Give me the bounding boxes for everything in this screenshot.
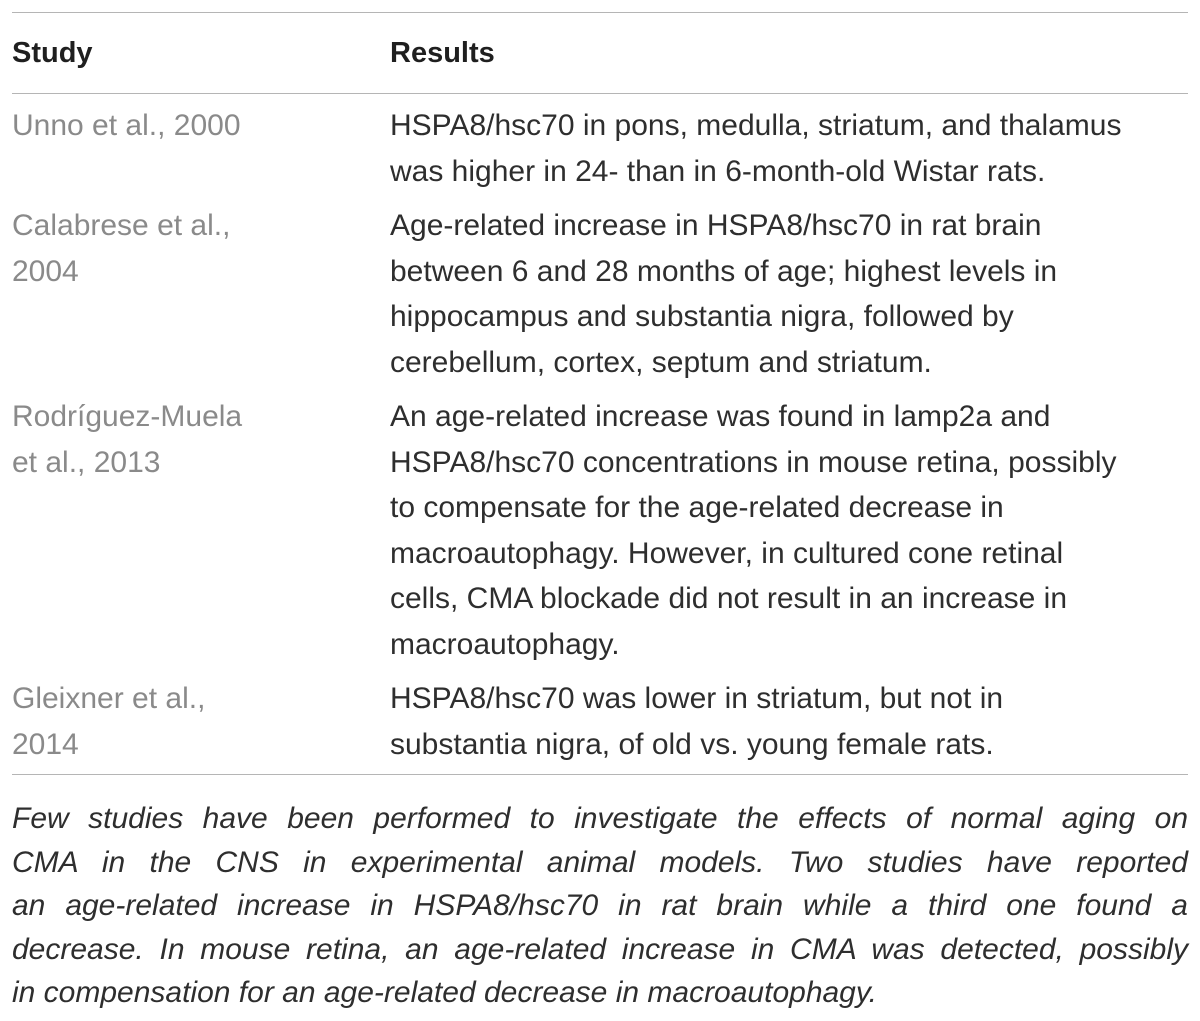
results-line: between 6 and 28 months of age; highest levels in [390, 254, 1058, 288]
results-line: to compensate for the age-related decrease in [390, 491, 1004, 524]
results-line: was higher in 24- than in 6-month-old Wistar rats. [390, 154, 1046, 188]
table-caption [12, 797, 1188, 1015]
results-line: macroautophagy. [390, 627, 620, 661]
results-line: HSPA8/hsc70 concentrations in mouse retina, possibly [390, 445, 1117, 479]
results-line: cells, CMA blockade did not result in an increase in [390, 582, 1068, 615]
results-cell [390, 676, 1188, 767]
results-line: macroautophagy. However, in cultured cone retinal [390, 536, 1064, 570]
results-table [12, 0, 1188, 775]
table-row [12, 394, 1188, 667]
header-study: Study [12, 36, 93, 69]
study-cell [12, 676, 390, 767]
table-row [12, 203, 1188, 385]
results-line: An age-related increase was found in lamp2a and [390, 400, 1051, 433]
study-line: Calabrese et al., [12, 209, 231, 242]
study-cell [12, 203, 390, 385]
study-line: Gleixner et al., [12, 682, 206, 715]
header-results: Results [390, 36, 495, 69]
results-line: HSPA8/hsc70 in pons, medulla, striatum, and thalamus [390, 109, 1122, 142]
study-cell [12, 394, 390, 667]
table-bottom-rule [12, 774, 1188, 775]
study-line: 2004 [12, 254, 79, 288]
results-cell [390, 203, 1188, 385]
caption-line: Few studies have been performed to investigate the effects of normal aging on [12, 802, 1188, 835]
table-header-row [12, 13, 1188, 93]
caption-line: in compensation for an age-related decrease in macroautophagy. [12, 976, 877, 1009]
table-row [12, 676, 1188, 767]
caption-line: decrease. In mouse retina, an age-related increase in CMA was detected, possibly [12, 932, 1188, 966]
study-line: Rodríguez-Muela [12, 400, 243, 433]
results-line: Age-related increase in HSPA8/hsc70 in rat brain [390, 209, 1042, 242]
study-line: Unno et al., 2000 [12, 109, 241, 142]
results-cell [390, 394, 1188, 667]
results-line: substantia nigra, of old vs. young female rats. [390, 727, 994, 761]
caption-line: CMA in the CNS in experimental animal models. Two studies have reported [12, 845, 1188, 879]
study-line: 2014 [12, 727, 79, 761]
study-cell [12, 103, 390, 194]
results-line: hippocampus and substantia nigra, followed by [390, 300, 1014, 333]
results-line: HSPA8/hsc70 was lower in striatum, but not in [390, 682, 1004, 715]
table-body [12, 94, 1188, 774]
study-line: et al., 2013 [12, 445, 161, 479]
results-cell [390, 103, 1188, 194]
table-row [12, 103, 1188, 194]
caption-line: an age-related increase in HSPA8/hsc70 in rat brain while a third one found a [12, 889, 1188, 922]
results-line: cerebellum, cortex, septum and striatum. [390, 345, 932, 379]
